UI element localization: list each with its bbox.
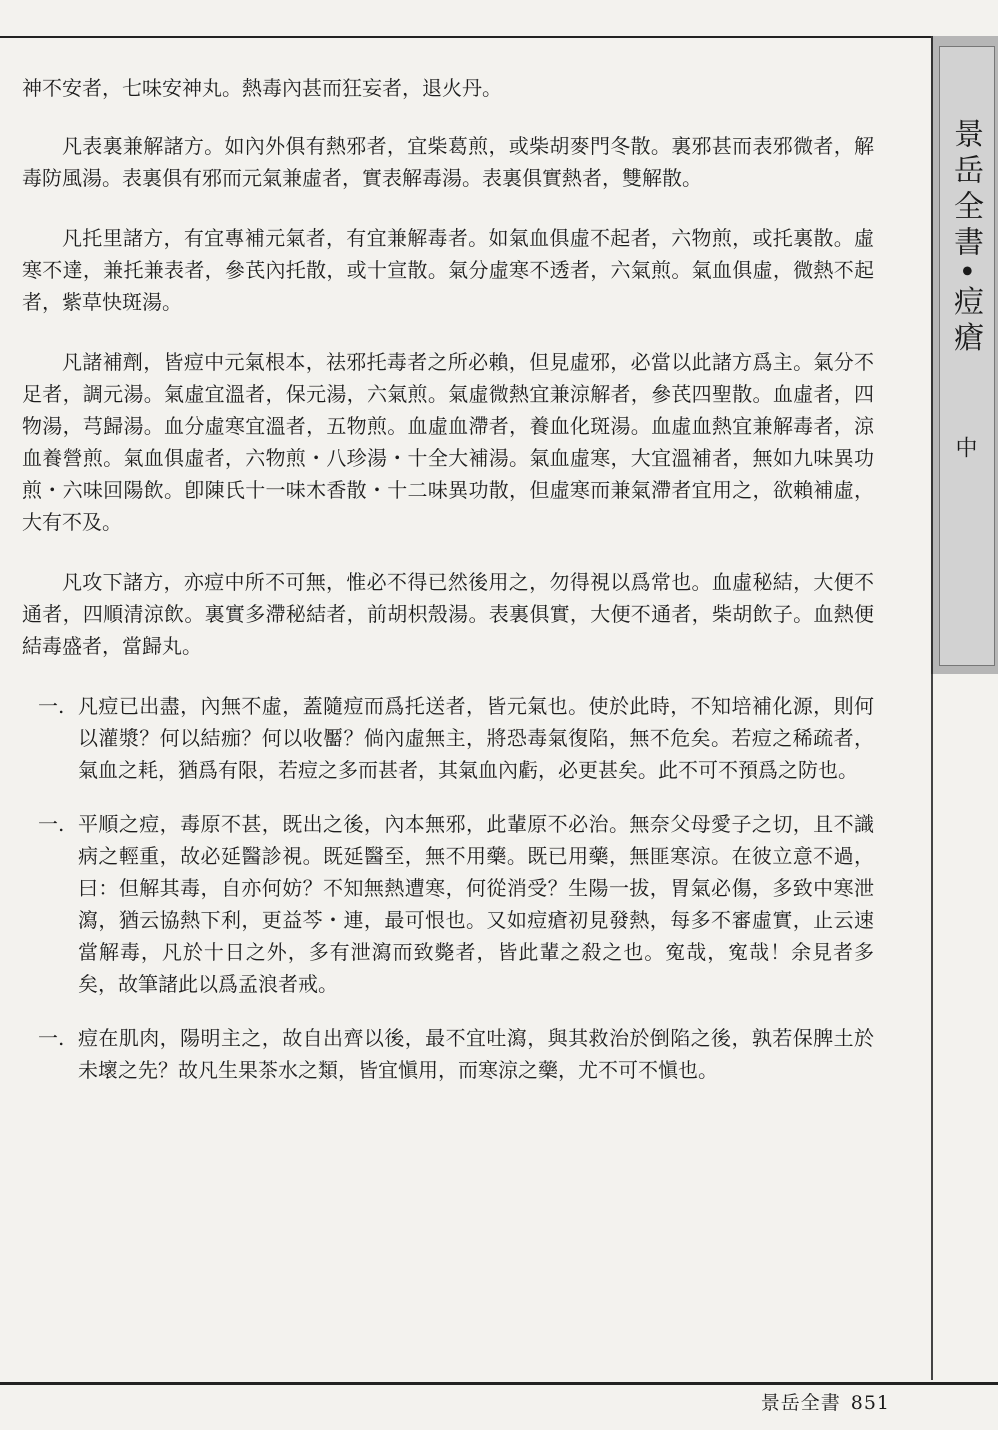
side-divider (931, 674, 933, 1380)
side-tab-subtitle: 中 (952, 436, 977, 458)
list-item (22, 1022, 874, 1086)
list-item (22, 690, 874, 786)
list-marker: 一. (38, 1026, 65, 1050)
list-item-text: 平順之痘，毒原不甚，既出之後，內本無邪，此輩原不必治。無奈父母愛子之切，且不識病之輕重，故必延醫診視。既延醫至，無不用藥。既已用藥，無匪寒涼。在彼立意不過，曰：但解其毒，自亦何妨？不知無熱遭寒，何從消受？生陽一拔，胃氣必傷，多致中寒泄瀉，猶云協熱下利，更益芩・連，最可恨也。又如痘瘡初見發熱，每多不審虛實，止云速當解毒，凡於十日之外，多有泄瀉而致斃者，皆此輩之殺之也。寃哉，寃哉！余見者多矣，故筆諸此以爲孟浪者戒。 (78, 812, 874, 996)
page-number: 851 (850, 1392, 890, 1414)
list-marker: 一. (38, 694, 65, 718)
bottom-rule (0, 1382, 998, 1385)
paragraph: 凡托里諸方，有宜專補元氣者，有宜兼解毒者。如氣血俱虛不起者，六物煎，或托裏散。虛寒不達，兼托兼表者，參芪內托散，或十宣散。氣分虛寒不透者，六氣煎。氣血俱虛，微熱不起者，紫草快斑湯。 (22, 226, 874, 314)
paragraph: 凡攻下諸方，亦痘中所不可無，惟必不得已然後用之，勿得視以爲常也。血虛秘結，大便不通者，四順清涼飲。裏實多滯秘結者，前胡枳殼湯。表裏俱實，大便不通者，柴胡飲子。血熱便結毒盛者，當歸丸。 (22, 570, 874, 658)
paragraph: 神不安者，七味安神丸。熱毒內甚而狂妄者，退火丹。 (22, 76, 502, 100)
paragraph: 凡諸補劑，皆痘中元氣根本，祛邪托毒者之所必賴，但見虛邪，必當以此諸方爲主。氣分不足者，調元湯。氣虛宜溫者，保元湯，六氣煎。氣虛微熱宜兼涼解者，參芪四聖散。血虛者，四物湯，芎歸湯。血分虛寒宜溫者，五物煎。血虛血滯者，養血化斑湯。血虛血熱宜兼解毒者，涼血養營煎。氣血俱虛者，六物煎・八珍湯・十全大補湯。氣血虛寒，大宜溫補者，無如九味異功煎・六味回陽飲。卽陳氏十一味木香散・十二味異功散，但虛寒而兼氣滯者宜用之，欲賴補虛，大有不及。 (22, 350, 874, 534)
footer-book-title: 景岳全書 (760, 1392, 841, 1414)
page-body (22, 72, 874, 1108)
list-item-text: 凡痘已出盡，內無不虛，蓋隨痘而爲托送者，皆元氣也。使於此時，不知培補化源，則何以灌漿？何以結痂？何以收靨？倘內虛無主，將恐毒氣復陷，無不危矣。若痘之稀疏者，氣血之耗，猶爲有限，若痘之多而甚者，其氣血內虧，必更甚矣。此不可不預爲之防也。 (78, 694, 874, 782)
list-item-text: 痘在肌肉，陽明主之，故自出齊以後，最不宜吐瀉，與其救治於倒陷之後，孰若保脾土於未壞之先？故凡生果茶水之類，皆宜愼用，而寒涼之藥，尤不可不愼也。 (78, 1026, 874, 1082)
top-rule (0, 36, 936, 38)
list-marker: 一. (38, 812, 65, 836)
side-tab-title: 景岳全書•痘瘡 (948, 118, 983, 358)
page-footer (761, 1388, 890, 1415)
list-item (22, 808, 874, 1000)
paragraph: 凡表裏兼解諸方。如內外俱有熱邪者，宜柴葛煎，或柴胡麥門冬散。裏邪甚而表邪微者，解毒防風湯。表裏俱有邪而元氣兼虛者，實表解毒湯。表裏俱實熱者，雙解散。 (22, 134, 874, 190)
side-tab (931, 36, 998, 674)
